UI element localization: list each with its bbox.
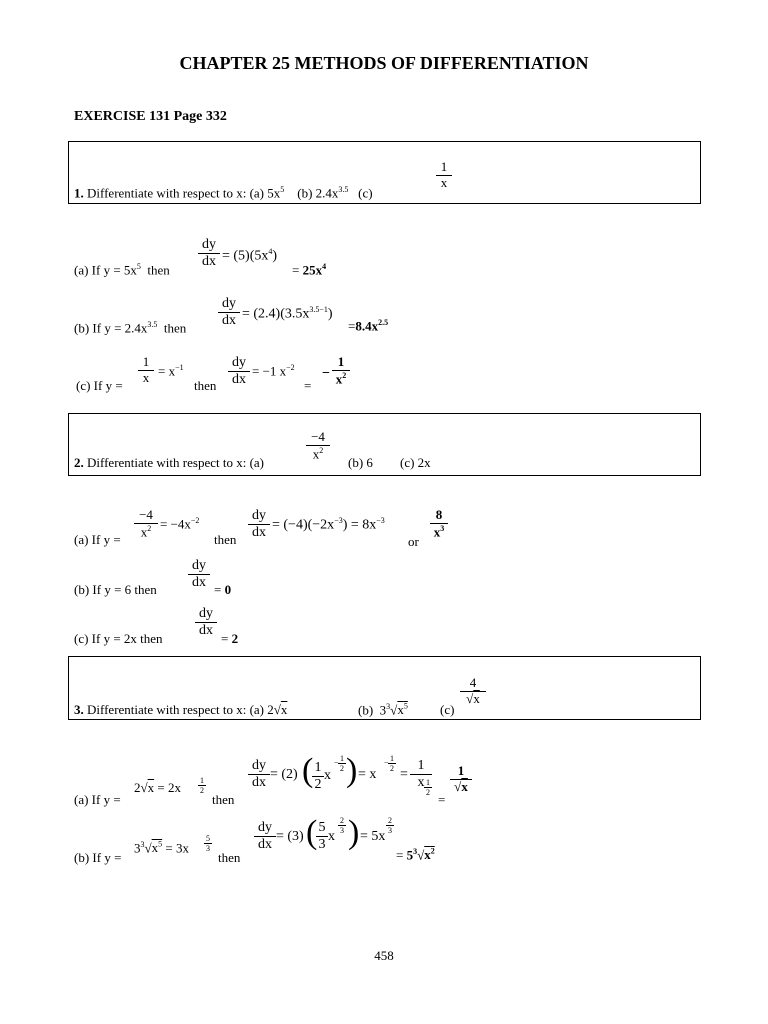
answer-1a-dydx: $\frac{dy}{dx}$ (198, 237, 220, 270)
cube-root-icon: √ (417, 847, 425, 863)
answer-1c-dydx: $\frac{dy}{dx}$ (228, 355, 250, 388)
answer-3a-fraction: $\frac{1}{x}$ (410, 758, 432, 791)
answer-3a-lead: (a) If y = (74, 792, 121, 807)
answer-3a-neg-exponent: − (334, 758, 339, 767)
answer-1a-lead: (a) If $y = 5x^5$ then (74, 262, 170, 278)
answer-3a-exponent: $\frac{1}{2}$ (200, 776, 204, 796)
answer-2a-lead: (a) If y = (74, 532, 121, 547)
sqrt-icon: √ (140, 780, 148, 795)
question-2-part-b: (b) 6 (348, 455, 373, 470)
answer-2a-dydx: $\frac{dy}{dx}$ (248, 508, 270, 541)
question-2-text: 2. Differentiate with respect to x: (a) (74, 455, 264, 470)
answer-3b-simplified: = 5x (360, 829, 386, 844)
answer-1b-result: $=8.4x^{2.5}$ (348, 318, 389, 334)
answer-1c-fraction: $\frac{1}{x}$ (138, 355, 154, 386)
answer-1b-lead: (b) If $y = 2.4x^{3.5}$ then (74, 320, 187, 336)
answer-3a-equals-final: = (438, 792, 446, 807)
answer-3a-coef: = (2) (270, 767, 298, 782)
answer-3b-then: then (218, 850, 241, 865)
answer-3b-lead: (b) If y = (74, 850, 122, 865)
answer-3a-exp-frac: $\frac{1}{2}$ (340, 754, 344, 774)
answer-1c-then: then (194, 378, 217, 393)
answer-3a-exp-frac-2: $\frac{1}{2}$ (390, 754, 394, 774)
cube-root-icon: √ (144, 840, 152, 856)
answer-1c-power: = $x^{-1}$ (158, 363, 184, 379)
answer-1c-lead: (c) If y = (76, 378, 123, 393)
page-number: 458 (374, 948, 394, 963)
answer-3a-result: $\frac{1}{√x}$ (450, 764, 472, 795)
answer-3b-x: x (328, 829, 335, 844)
answer-3a-equals: = (400, 767, 408, 782)
answer-3a-half: $\frac{1}{2}$ (312, 760, 324, 793)
question-1-text: 1. Differentiate with respect to x: (a) $5x^5$ (b) $2.4x^{3.5}$ (c) (74, 185, 373, 201)
answer-3b-rewrite: $3^3√x^5 = 3x$ (134, 840, 189, 856)
question-1-fraction: $\frac{1}{x}$ (436, 160, 452, 191)
answer-1a-result: = $25x^4$ (292, 262, 327, 278)
cube-root-icon: √ (390, 702, 398, 718)
answer-3b-fraction: $\frac{5}{3}$ (316, 820, 328, 853)
answer-3a-rewrite: 2√x = 2x (134, 780, 181, 795)
answer-1c-result: $\frac{1}{x^2}$ (332, 355, 350, 387)
answer-1c-equals: = (304, 378, 312, 393)
answer-2a-then: then (214, 532, 237, 547)
answer-3b-exponent: $\frac{5}{3}$ (206, 834, 210, 854)
answer-2a-result: $\frac{8}{x^3}$ (430, 508, 448, 540)
left-paren: ( (302, 752, 314, 789)
answer-3b-exp-frac-2: $\frac{2}{3}$ (388, 816, 392, 836)
right-paren: ) (346, 752, 358, 789)
answer-3b-dydx: $\frac{dy}{dx}$ (254, 820, 276, 853)
answer-3b-result: = $5^3√x^2$ (396, 847, 435, 863)
answer-1b-dydx: $\frac{dy}{dx}$ (218, 296, 240, 329)
answer-2c-lead: (c) If y = 2x then (74, 631, 163, 646)
answer-1b-expression: = $(2.4)(3.5x^{3.5-1})$ (242, 305, 333, 322)
sqrt-icon: √ (466, 690, 474, 706)
answer-3a-then: then (212, 792, 235, 807)
answer-2a-or: or (408, 534, 419, 549)
sqrt-icon: √ (454, 778, 462, 794)
answer-1c-expression: = −1 $x^{-2}$ (252, 363, 295, 379)
answer-2b-dydx: $\frac{dy}{dx}$ (188, 558, 210, 591)
sqrt-icon: √ (273, 702, 281, 717)
exercise-heading: EXERCISE 131 Page 332 (74, 109, 227, 124)
answer-2c-result: = 2 (221, 631, 239, 646)
answer-1a-expression: = $(5)(5x^4)$ (222, 247, 278, 264)
question-2-fraction: $\frac{-4}{x^2}$ (306, 430, 330, 462)
question-2-part-c: (c) 2x (400, 455, 431, 470)
answer-2a-fraction: $\frac{-4}{x^2}$ (134, 508, 158, 540)
answer-2a-expression: = $(-4)(-2x^{-3}) = 8x^{-3}$ (272, 516, 385, 533)
question-3-text: 3. Differentiate with respect to x: (a) 2√x (74, 702, 288, 717)
question-3-part-c-label: (c) (440, 702, 455, 717)
page-title: CHAPTER 25 METHODS OF DIFFERENTIATION (179, 53, 589, 73)
answer-2b-lead: (b) If y = 6 then (74, 582, 157, 597)
answer-2b-result: = 0 (214, 582, 232, 597)
answer-1c-minus: − (322, 366, 330, 381)
answer-3b-exp-frac: $\frac{2}{3}$ (340, 816, 344, 836)
answer-3a-x: x (324, 768, 331, 783)
answer-2a-power: = $-4x^{-2}$ (160, 516, 200, 532)
right-paren: ) (348, 814, 360, 851)
answer-2c-dydx: $\frac{dy}{dx}$ (195, 606, 217, 639)
left-paren: ( (306, 814, 318, 851)
answer-3a-neg-exponent-2: − (384, 758, 389, 767)
answer-3a-fraction-exp: $\frac{1}{2}$ (426, 778, 430, 798)
answer-3a-simplified: = x (358, 767, 377, 782)
question-3-fraction: $\frac{4}{√x}$ (460, 676, 486, 707)
question-3-part-b: (b) $3^3√x^5$ (358, 702, 408, 718)
answer-3a-dydx: $\frac{dy}{dx}$ (248, 758, 270, 791)
answer-3b-coef: = (3) (276, 829, 304, 844)
